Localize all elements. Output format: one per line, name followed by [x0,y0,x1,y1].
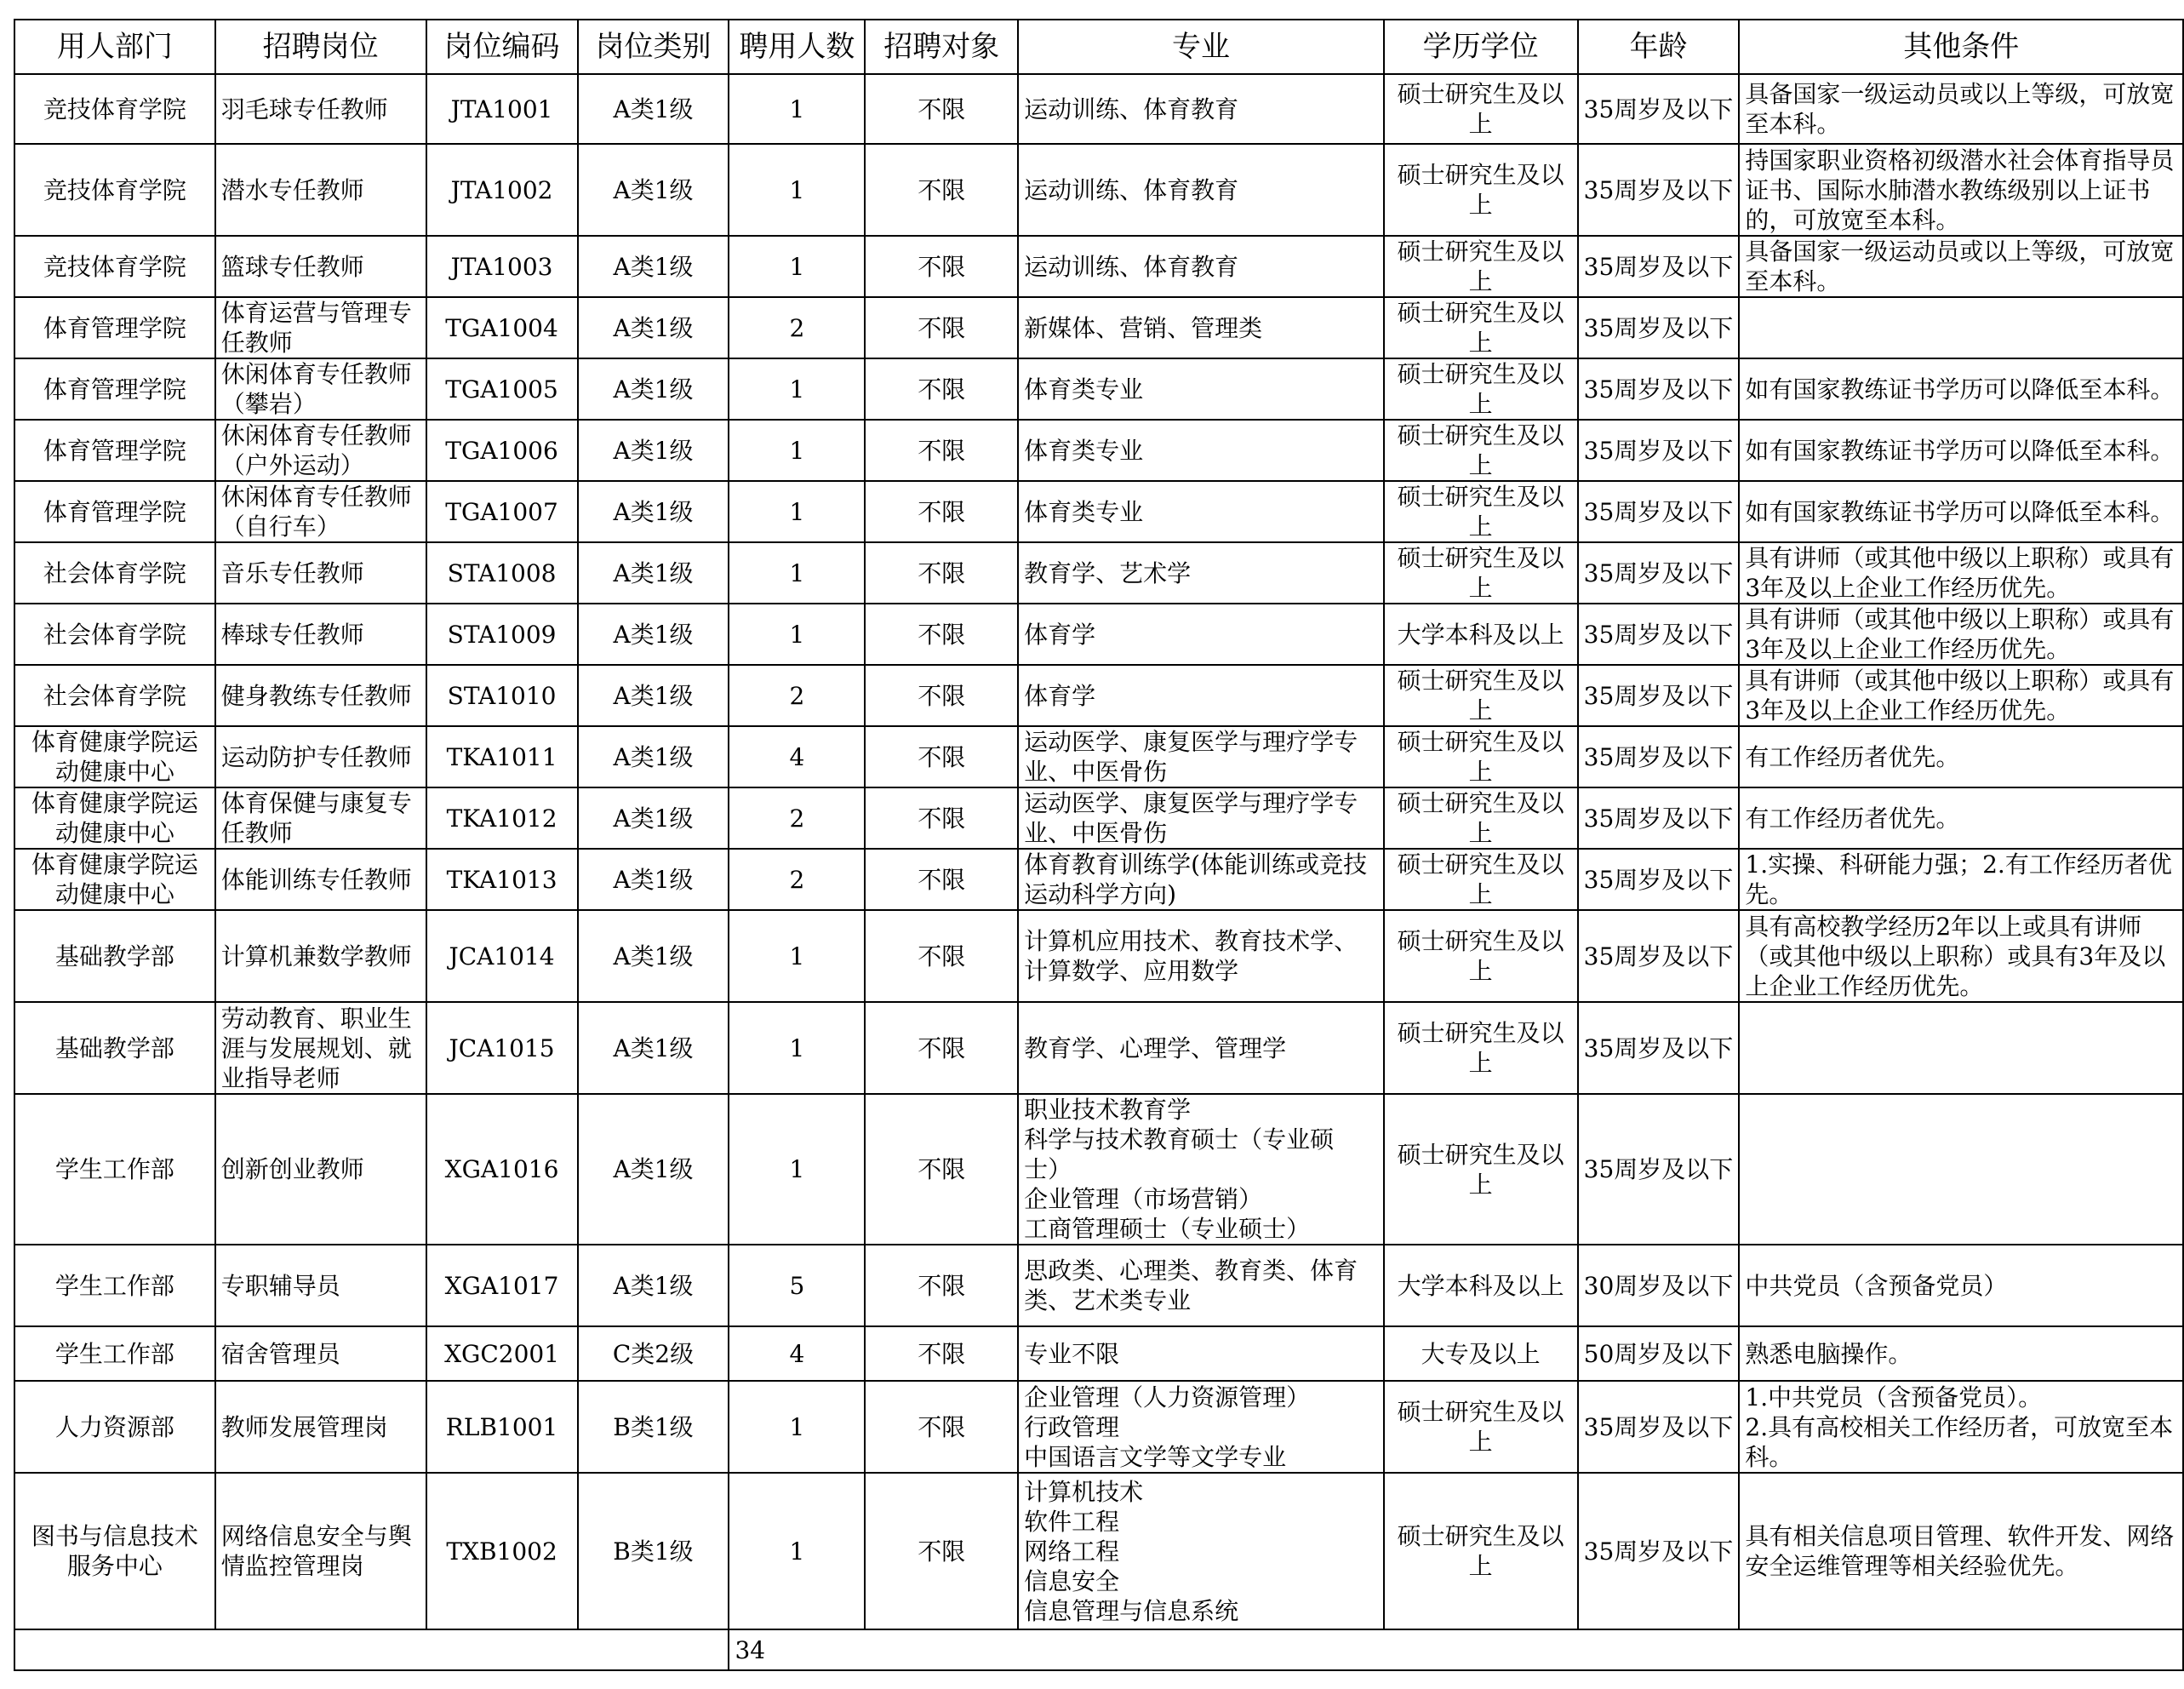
major-cell: 运动训练、体育教育 [1018,144,1384,236]
edu-cell: 硕士研究生及以上 [1384,420,1578,481]
age-cell: 35周岁及以下 [1578,726,1740,787]
other-cell: 具有讲师（或其他中级以上职称）或具有3年及以上企业工作经历优先。 [1739,604,2183,665]
age-cell: 35周岁及以下 [1578,1002,1740,1094]
count-cell: 1 [729,74,865,144]
table-row [14,787,2183,849]
post-cell: 棒球专任教师 [215,604,426,665]
age-cell: 35周岁及以下 [1578,1094,1740,1245]
post-cell: 潜水专任教师 [215,144,426,236]
other-cell: 具有相关信息项目管理、软件开发、网络安全运维管理等相关经验优先。 [1739,1473,2183,1629]
code-cell: TXB1002 [426,1473,578,1629]
code-cell: XGA1017 [426,1245,578,1326]
post-cell: 休闲体育专任教师（自行车） [215,481,426,542]
count-cell: 2 [729,787,865,849]
table-row [14,1094,2183,1245]
other-cell: 具有高校教学经历2年以上或具有讲师（或其他中级以上职称）或具有3年及以上企业工作经历优先。 [1739,910,2183,1002]
target-cell: 不限 [865,910,1018,1002]
category-cell: A类1级 [578,236,729,297]
major-cell: 计算机技术 软件工程 网络工程 信息安全 信息管理与信息系统 [1018,1473,1384,1629]
post-cell: 体育运营与管理专任教师 [215,297,426,358]
dept-cell: 体育管理学院 [14,297,215,358]
table-row [14,726,2183,787]
code-cell: JTA1002 [426,144,578,236]
age-cell: 35周岁及以下 [1578,849,1740,910]
code-cell: JCA1014 [426,910,578,1002]
dept-cell: 竞技体育学院 [14,144,215,236]
other-cell: 持国家职业资格初级潜水社会体育指导员证书、国际水肺潜水教练级别以上证书的，可放宽至本科。 [1739,144,2183,236]
major-cell: 专业不限 [1018,1326,1384,1381]
category-cell: A类1级 [578,1002,729,1094]
header-post: 招聘岗位 [215,20,426,74]
target-cell: 不限 [865,1245,1018,1326]
dept-cell: 竞技体育学院 [14,236,215,297]
header-age: 年龄 [1578,20,1740,74]
age-cell: 35周岁及以下 [1578,604,1740,665]
category-cell: A类1级 [578,542,729,604]
post-cell: 计算机兼数学教师 [215,910,426,1002]
other-cell: 1.中共党员（含预备党员）。 2.具有高校相关工作经历者，可放宽至本科。 [1739,1381,2183,1473]
major-cell: 计算机应用技术、教育技术学、计算数学、应用数学 [1018,910,1384,1002]
age-cell: 35周岁及以下 [1578,358,1740,420]
table-row [14,1381,2183,1473]
code-cell: TKA1011 [426,726,578,787]
category-cell: A类1级 [578,1094,729,1245]
age-cell: 35周岁及以下 [1578,787,1740,849]
count-cell: 1 [729,1473,865,1629]
code-cell: JTA1003 [426,236,578,297]
table-row [14,910,2183,1002]
target-cell: 不限 [865,604,1018,665]
post-cell: 教师发展管理岗 [215,1381,426,1473]
header-other: 其他条件 [1739,20,2183,74]
count-cell: 4 [729,1326,865,1381]
dept-cell: 图书与信息技术服务中心 [14,1473,215,1629]
target-cell: 不限 [865,74,1018,144]
post-cell: 体能训练专任教师 [215,849,426,910]
target-cell: 不限 [865,787,1018,849]
age-cell: 35周岁及以下 [1578,144,1740,236]
count-cell: 2 [729,849,865,910]
major-cell: 运动训练、体育教育 [1018,236,1384,297]
header-dept: 用人部门 [14,20,215,74]
code-cell: TKA1013 [426,849,578,910]
target-cell: 不限 [865,726,1018,787]
other-cell [1739,1094,2183,1245]
other-cell: 如有国家教练证书学历可以降低至本科。 [1739,481,2183,542]
major-cell: 体育教育训练学(体能训练或竞技运动科学方向) [1018,849,1384,910]
count-cell: 1 [729,358,865,420]
category-cell: A类1级 [578,726,729,787]
dept-cell: 体育管理学院 [14,358,215,420]
recruitment-table [14,19,2184,1671]
header-row [14,20,2183,74]
count-cell: 1 [729,144,865,236]
post-cell: 音乐专任教师 [215,542,426,604]
edu-cell: 硕士研究生及以上 [1384,1381,1578,1473]
table-row [14,542,2183,604]
edu-cell: 硕士研究生及以上 [1384,726,1578,787]
dept-cell: 基础教学部 [14,1002,215,1094]
other-cell: 具有讲师（或其他中级以上职称）或具有3年及以上企业工作经历优先。 [1739,665,2183,726]
target-cell: 不限 [865,665,1018,726]
edu-cell: 硕士研究生及以上 [1384,1473,1578,1629]
post-cell: 宿舍管理员 [215,1326,426,1381]
age-cell: 35周岁及以下 [1578,1381,1740,1473]
header-edu: 学历学位 [1384,20,1578,74]
age-cell: 35周岁及以下 [1578,74,1740,144]
edu-cell: 硕士研究生及以上 [1384,542,1578,604]
code-cell: STA1009 [426,604,578,665]
count-cell: 2 [729,665,865,726]
major-cell: 体育类专业 [1018,481,1384,542]
table-row [14,1245,2183,1326]
dept-cell: 体育管理学院 [14,420,215,481]
count-cell: 2 [729,297,865,358]
dept-cell: 学生工作部 [14,1094,215,1245]
total-row [14,1629,2183,1670]
dept-cell: 体育健康学院运动健康中心 [14,726,215,787]
target-cell: 不限 [865,144,1018,236]
dept-cell: 体育管理学院 [14,481,215,542]
edu-cell: 硕士研究生及以上 [1384,849,1578,910]
category-cell: A类1级 [578,481,729,542]
table-row [14,74,2183,144]
edu-cell: 硕士研究生及以上 [1384,144,1578,236]
code-cell: TGA1006 [426,420,578,481]
other-cell: 如有国家教练证书学历可以降低至本科。 [1739,358,2183,420]
category-cell: A类1级 [578,665,729,726]
edu-cell: 大学本科及以上 [1384,1245,1578,1326]
other-cell: 熟悉电脑操作。 [1739,1326,2183,1381]
major-cell: 企业管理（人力资源管理） 行政管理 中国语言文学等文学专业 [1018,1381,1384,1473]
table-row [14,604,2183,665]
post-cell: 网络信息安全与舆情监控管理岗 [215,1473,426,1629]
header-count: 聘用人数 [729,20,865,74]
edu-cell: 硕士研究生及以上 [1384,1094,1578,1245]
code-cell: JTA1001 [426,74,578,144]
other-cell: 中共党员（含预备党员） [1739,1245,2183,1326]
header-major: 专业 [1018,20,1384,74]
code-cell: TGA1007 [426,481,578,542]
post-cell: 休闲体育专任教师（攀岩） [215,358,426,420]
category-cell: A类1级 [578,358,729,420]
post-cell: 运动防护专任教师 [215,726,426,787]
table-row [14,144,2183,236]
post-cell: 休闲体育专任教师（户外运动） [215,420,426,481]
edu-cell: 硕士研究生及以上 [1384,297,1578,358]
category-cell: B类1级 [578,1473,729,1629]
other-cell: 具备国家一级运动员或以上等级，可放宽至本科。 [1739,236,2183,297]
code-cell: RLB1001 [426,1381,578,1473]
age-cell: 35周岁及以下 [1578,481,1740,542]
edu-cell: 硕士研究生及以上 [1384,481,1578,542]
category-cell: A类1级 [578,910,729,1002]
major-cell: 体育类专业 [1018,358,1384,420]
major-cell: 体育类专业 [1018,420,1384,481]
major-cell: 职业技术教育学 科学与技术教育硕士（专业硕士） 企业管理（市场营销） 工商管理硕士（专业硕士） [1018,1094,1384,1245]
age-cell: 50周岁及以下 [1578,1326,1740,1381]
dept-cell: 学生工作部 [14,1245,215,1326]
target-cell: 不限 [865,358,1018,420]
target-cell: 不限 [865,481,1018,542]
major-cell: 教育学、心理学、管理学 [1018,1002,1384,1094]
age-cell: 35周岁及以下 [1578,420,1740,481]
count-cell: 1 [729,1002,865,1094]
count-cell: 1 [729,910,865,1002]
header-target: 招聘对象 [865,20,1018,74]
major-cell: 思政类、心理类、教育类、体育类、艺术类专业 [1018,1245,1384,1326]
category-cell: A类1级 [578,849,729,910]
target-cell: 不限 [865,542,1018,604]
category-cell: A类1级 [578,1245,729,1326]
age-cell: 35周岁及以下 [1578,236,1740,297]
target-cell: 不限 [865,420,1018,481]
edu-cell: 硕士研究生及以上 [1384,236,1578,297]
major-cell: 体育学 [1018,665,1384,726]
edu-cell: 硕士研究生及以上 [1384,358,1578,420]
code-cell: TGA1004 [426,297,578,358]
dept-cell: 社会体育学院 [14,604,215,665]
post-cell: 劳动教育、职业生涯与发展规划、就业指导老师 [215,1002,426,1094]
count-cell: 1 [729,1094,865,1245]
dept-cell: 竞技体育学院 [14,74,215,144]
age-cell: 35周岁及以下 [1578,297,1740,358]
header-code: 岗位编码 [426,20,578,74]
other-cell: 有工作经历者优先。 [1739,726,2183,787]
post-cell: 体育保健与康复专任教师 [215,787,426,849]
code-cell: JCA1015 [426,1002,578,1094]
edu-cell: 硕士研究生及以上 [1384,787,1578,849]
total-count: 34 [729,1629,2183,1670]
post-cell: 篮球专任教师 [215,236,426,297]
category-cell: A类1级 [578,144,729,236]
edu-cell: 大专及以上 [1384,1326,1578,1381]
post-cell: 创新创业教师 [215,1094,426,1245]
edu-cell: 大学本科及以上 [1384,604,1578,665]
count-cell: 1 [729,481,865,542]
post-cell: 专职辅导员 [215,1245,426,1326]
count-cell: 1 [729,236,865,297]
age-cell: 35周岁及以下 [1578,665,1740,726]
table-row [14,236,2183,297]
count-cell: 4 [729,726,865,787]
target-cell: 不限 [865,1002,1018,1094]
count-cell: 1 [729,542,865,604]
other-cell [1739,1002,2183,1094]
major-cell: 体育学 [1018,604,1384,665]
count-cell: 1 [729,1381,865,1473]
table-row [14,1326,2183,1381]
category-cell: A类1级 [578,604,729,665]
age-cell: 35周岁及以下 [1578,910,1740,1002]
major-cell: 运动医学、康复医学与理疗学专业、中医骨伤 [1018,726,1384,787]
target-cell: 不限 [865,1473,1018,1629]
code-cell: STA1008 [426,542,578,604]
code-cell: TGA1005 [426,358,578,420]
target-cell: 不限 [865,849,1018,910]
target-cell: 不限 [865,236,1018,297]
post-cell: 羽毛球专任教师 [215,74,426,144]
target-cell: 不限 [865,297,1018,358]
total-label-cell [14,1629,729,1670]
table-row [14,1473,2183,1629]
age-cell: 35周岁及以下 [1578,542,1740,604]
category-cell: A类1级 [578,297,729,358]
major-cell: 运动医学、康复医学与理疗学专业、中医骨伤 [1018,787,1384,849]
table-row [14,665,2183,726]
category-cell: A类1级 [578,420,729,481]
dept-cell: 人力资源部 [14,1381,215,1473]
age-cell: 30周岁及以下 [1578,1245,1740,1326]
header-category: 岗位类别 [578,20,729,74]
count-cell: 1 [729,604,865,665]
target-cell: 不限 [865,1326,1018,1381]
major-cell: 教育学、艺术学 [1018,542,1384,604]
dept-cell: 社会体育学院 [14,542,215,604]
dept-cell: 基础教学部 [14,910,215,1002]
edu-cell: 硕士研究生及以上 [1384,1002,1578,1094]
major-cell: 运动训练、体育教育 [1018,74,1384,144]
code-cell: TKA1012 [426,787,578,849]
target-cell: 不限 [865,1094,1018,1245]
code-cell: XGA1016 [426,1094,578,1245]
count-cell: 1 [729,420,865,481]
edu-cell: 硕士研究生及以上 [1384,910,1578,1002]
table-row [14,849,2183,910]
code-cell: XGC2001 [426,1326,578,1381]
other-cell: 1.实操、科研能力强；2.有工作经历者优先。 [1739,849,2183,910]
other-cell: 具有讲师（或其他中级以上职称）或具有3年及以上企业工作经历优先。 [1739,542,2183,604]
table-row [14,420,2183,481]
table-row [14,481,2183,542]
category-cell: C类2级 [578,1326,729,1381]
table-row [14,1002,2183,1094]
dept-cell: 体育健康学院运动健康中心 [14,787,215,849]
category-cell: A类1级 [578,787,729,849]
dept-cell: 学生工作部 [14,1326,215,1381]
other-cell: 具备国家一级运动员或以上等级，可放宽至本科。 [1739,74,2183,144]
major-cell: 新媒体、营销、管理类 [1018,297,1384,358]
dept-cell: 体育健康学院运动健康中心 [14,849,215,910]
count-cell: 5 [729,1245,865,1326]
edu-cell: 硕士研究生及以上 [1384,665,1578,726]
category-cell: B类1级 [578,1381,729,1473]
dept-cell: 社会体育学院 [14,665,215,726]
target-cell: 不限 [865,1381,1018,1473]
code-cell: STA1010 [426,665,578,726]
other-cell: 有工作经历者优先。 [1739,787,2183,849]
other-cell [1739,297,2183,358]
category-cell: A类1级 [578,74,729,144]
table-row [14,358,2183,420]
table-row [14,297,2183,358]
other-cell: 如有国家教练证书学历可以降低至本科。 [1739,420,2183,481]
post-cell: 健身教练专任教师 [215,665,426,726]
age-cell: 35周岁及以下 [1578,1473,1740,1629]
edu-cell: 硕士研究生及以上 [1384,74,1578,144]
